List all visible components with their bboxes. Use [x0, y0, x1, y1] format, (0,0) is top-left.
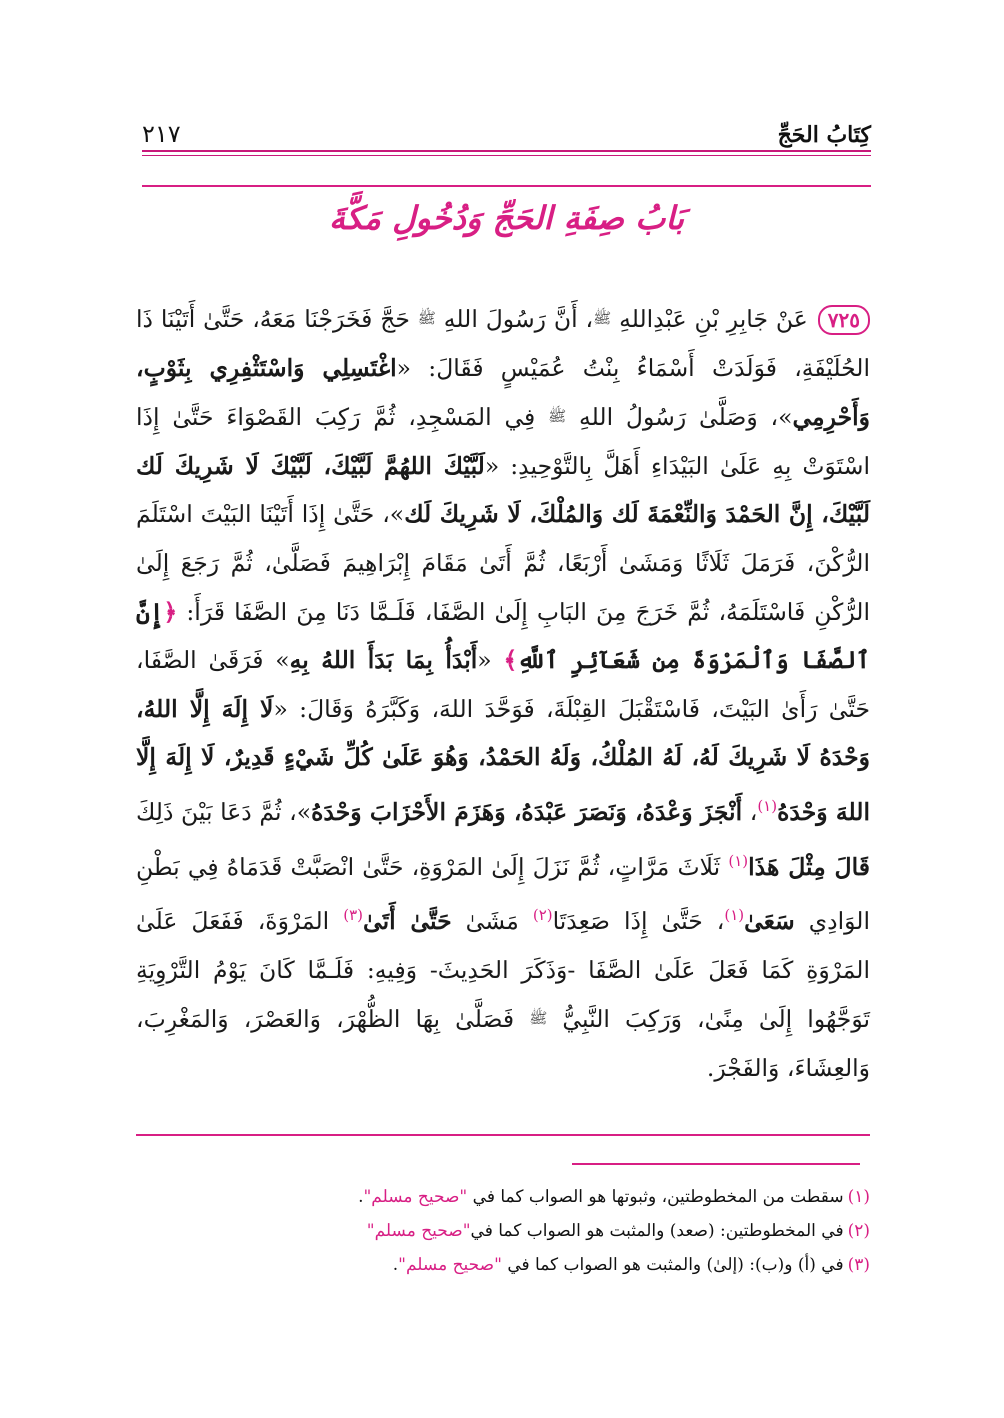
- text-segment: فِي المَسْجِدِ، ثُمَّ رَكِبَ القَصْوَاءَ حَتَّىٰ إِذَا اسْتَوَتْ بِهِ عَلَىٰ البَيْدَاءِ أَهَلَّ بِالتَّوْحِيدِ: «: [136, 403, 870, 480]
- footnote-text: في المخطوطتين: (صعد) والمثبت هو الصواب كما في: [470, 1221, 844, 1241]
- footnotes: [136, 1180, 870, 1282]
- prophetic-quote: اغْتَسِلِي وَاسْتَثْفِرِي بِثَوْبٍ، وَأَحْرِمِي: [136, 353, 870, 432]
- text-segment: عَنْ جَابِرِ بْنِ عَبْدِاللهِ: [611, 305, 808, 333]
- footnote-end: .: [358, 1187, 364, 1207]
- footnote-number: (٣): [847, 1255, 870, 1275]
- title-rule: [142, 185, 871, 187]
- text-segment: ،: [742, 797, 758, 826]
- hadith-text: [136, 294, 870, 1093]
- footnote-text: سقطت من المخطوطتين، وثبوتها هو الصواب كما في: [467, 1187, 844, 1207]
- text-segment: ، أَنَّ رَسُولَ اللهِ: [435, 305, 594, 333]
- quran-verse: إِنَّ ٱلصَّفَا وَٱلْمَرْوَةَ مِن شَعَآئِرِ ٱللَّهِ: [136, 597, 870, 675]
- prophetic-quote: قَالَ مِثْلَ هَذَا: [748, 852, 870, 881]
- text-segment: ثَلَاثَ مَرَّاتٍ، ثُمَّ نَزَلَ إِلَىٰ المَرْوَةِ، حَتَّىٰ انْصَبَّتْ قَدَمَاهُ فِي بَطْنِ الوَادِي: [136, 852, 870, 936]
- emphasis-word: سَعَىٰ: [744, 907, 795, 936]
- page-number: ٢١٧: [142, 120, 181, 148]
- quran-close-bracket: ﴾: [503, 646, 518, 675]
- honorific-icon: ﷺ: [593, 309, 612, 327]
- running-header: [142, 112, 871, 148]
- header-rule: [142, 150, 871, 156]
- footnote-source: "صحيح مسلم": [398, 1255, 502, 1275]
- footnote-number: (٢): [847, 1221, 870, 1241]
- text-segment: »، حَتَّىٰ إِذَا أَتَيْنَا البَيْتَ اسْتَلَمَ الرُّكْنَ، فَرَمَلَ ثَلَاثًا وَمَشَىٰ أَرْبَعًا، ثُمَّ أَتَىٰ مَقَامَ إِبْرَاهِيمَ فَصَلَّىٰ، ثُمَّ رَجَعَ إِلَىٰ الرُّكْنِ فَاسْتَلَمَهُ، ثُمَّ خَرَجَ مِنَ البَابِ إِلَىٰ الصَّفَا، فَلَـمَّا دَنَا مِنَ الصَّفَا قَرَأَ:: [136, 500, 870, 626]
- prophetic-quote: أَبْدَأُ بِمَا بَدَأَ اللهُ بِهِ: [289, 646, 478, 675]
- footnote-separator: [136, 1134, 870, 1136]
- text-segment: »، ثُمَّ دَعَا بَيْنَ ذَلِكَ: [136, 797, 312, 826]
- talbiyah-quote: لَبَّيْكَ اللهُمَّ لَبَّيْكَ، لَبَّيْكَ لَا شَرِيكَ لَك لَبَّيْكَ، إِنَّ الحَمْدَ وَالنِّعْمَةَ لَك وَالمُلْكَ، لَا شَرِيكَ لَك: [136, 451, 870, 529]
- text-segment: المَرْوَةَ، فَفَعَلَ عَلَىٰ المَرْوَةِ كَمَا فَعَلَ عَلَىٰ الصَّفَا -وَذَكَرَ الحَدِيثَ- وَفِيهِ: فَلَـمَّا كَانَ يَوْمُ التَّرْوِيَةِ تَوَجَّهُوا إِلَىٰ مِنًىٰ، وَرَكِبَ النَّبِيُّ: [136, 907, 871, 1034]
- prophetic-quote: أَنْجَزَ وَعْدَهُ، وَنَصَرَ عَبْدَهُ، وَهَزَمَ الأَحْزَابَ وَحْدَهُ: [311, 797, 743, 826]
- footnote-ref[interactable]: (٣): [343, 906, 364, 925]
- footnote-number: (١): [847, 1187, 870, 1207]
- hadith-number-badge: ٧٢٥: [818, 305, 870, 335]
- footnote-short-rule: [572, 1163, 860, 1165]
- text-segment: «: [477, 646, 504, 675]
- footnote-text: في (أ) و(ب): (إلىٰ) والمثبت هو الصواب كما في: [501, 1255, 844, 1275]
- text-segment: » فَرَقَىٰ الصَّفَا، حَتَّىٰ رَأَىٰ البَيْتَ، فَاسْتَقْبَلَ القِبْلَةَ، فَوَحَّدَ اللهَ، وَكَبَّرَهُ وَقَالَ: «: [136, 646, 870, 723]
- footnote-source: "صحيح مسلم": [363, 1187, 468, 1207]
- tahlil-quote: لَا إِلَهَ إِلَّا اللهُ، وَحْدَهُ لَا شَرِيكَ لَهُ، لَهُ المُلْكُ، وَلَهُ الحَمْدُ، وَهُوَ عَلَىٰ كُلِّ شَيْءٍ قَدِيرٌ، لَا إِلَهَ إِلَّا اللهَ وَحْدَهُ: [136, 694, 870, 826]
- footnote-ref[interactable]: (١): [728, 851, 749, 870]
- emphasis-word: حَتَّىٰ أَتَىٰ: [363, 907, 452, 936]
- book-title: كِتَابُ الحَجِّ: [777, 122, 871, 148]
- text-segment: »، وَصَلَّىٰ رَسُولُ اللهِ: [566, 403, 793, 432]
- honorific-icon: ﷺ: [548, 407, 567, 426]
- chapter-title: بَابُ صِفَةِ الحَجِّ وَدُخُولِ مَكَّةَ: [328, 199, 685, 237]
- footnote-source: "صحيح مسلم": [366, 1221, 471, 1241]
- footnote-3: [136, 1248, 870, 1282]
- text-segment: حَجَّ فَخَرَجْنَا مَعَهُ، حَتَّىٰ أَتَيْنَا ذَا الحُلَيْفَةِ، فَوَلَدَتْ أَسْمَاءُ بِنْتُ عُمَيْسٍ فَقَالَ: «: [136, 305, 870, 382]
- footnote-ref[interactable]: (١): [724, 906, 745, 925]
- footnote-1: [136, 1180, 870, 1214]
- honorific-icon: ﷺ: [529, 1009, 548, 1028]
- footnote-ref[interactable]: (٢): [532, 906, 553, 925]
- footnote-end: .: [392, 1255, 399, 1275]
- text-segment: ، حَتَّىٰ إِذَا صَعِدَتَا: [552, 907, 725, 936]
- text-segment: مَشَىٰ: [451, 907, 533, 936]
- footnote-2: [136, 1214, 870, 1248]
- quran-open-bracket: ﴿: [163, 597, 178, 626]
- footnote-ref[interactable]: (١): [757, 796, 778, 815]
- honorific-icon: ﷺ: [417, 309, 436, 327]
- text-segment: فَصَلَّىٰ بِهَا الظُّهْرَ، وَالعَصْرَ، وَالمَغْرِبَ، وَالعِشَاءَ، وَالفَجْرَ.: [136, 1005, 870, 1082]
